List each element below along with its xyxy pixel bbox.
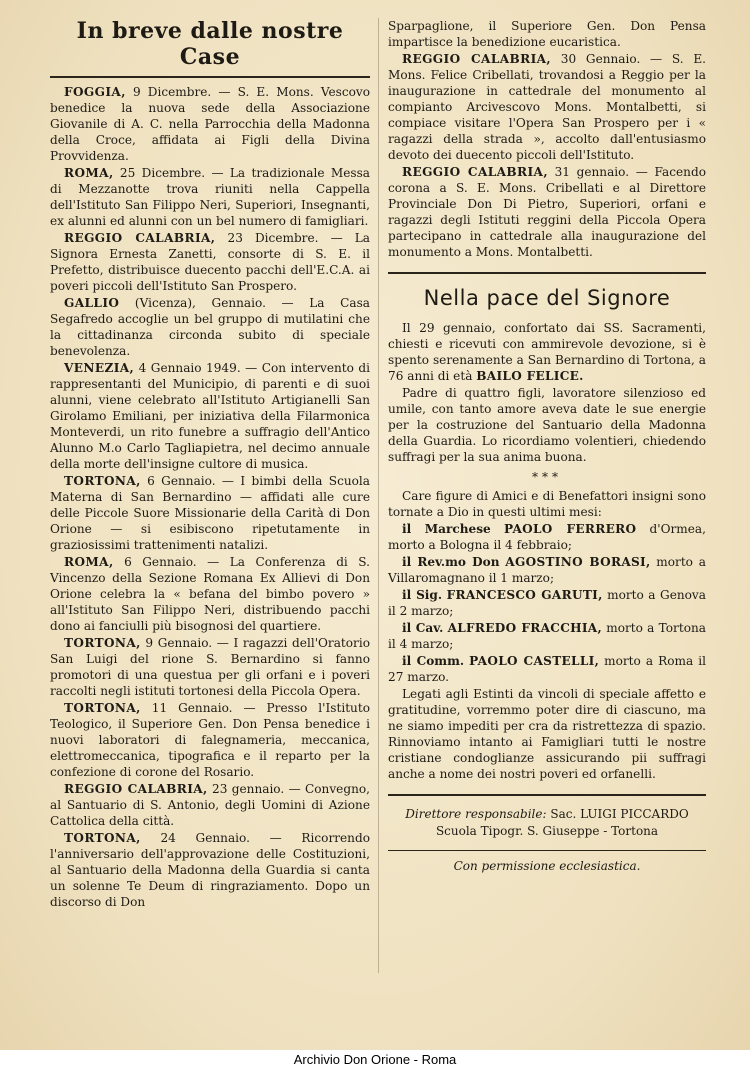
director-label: Direttore responsabile: bbox=[405, 807, 547, 821]
news-text: 4 Gennaio 1949. — Con intervento di rappresentanti del Municipio, di parenti e di suoi alunni, viene celebrato all'Istituto Artigianelli San Girolamo Emiliani, per iniziativa della Filarmonica Monteverdi, un rito funebre a suffragio dell'Antico Alunno M.o Carlo Tagliapietra, nel decimo annuale della morte dell'insigne cultore di musica. bbox=[50, 361, 370, 471]
benefactor-entry bbox=[388, 554, 706, 586]
benefactor-name: ALFREDO FRACCHIA, bbox=[447, 621, 602, 635]
benefactor-entry bbox=[388, 521, 706, 553]
director-line bbox=[388, 806, 706, 823]
benefactor-detail: morto a Roma il 27 marzo. bbox=[388, 654, 706, 684]
director-name: Sac. LUIGI PICCARDO bbox=[546, 807, 689, 821]
news-place: REGGIO CALABRIA, bbox=[402, 165, 548, 179]
news-item bbox=[50, 84, 370, 164]
news-list-right bbox=[388, 51, 706, 260]
news-place: REGGIO CALABRIA, bbox=[64, 782, 208, 796]
stars-separator: *** bbox=[532, 470, 562, 484]
benefactor-name: PAOLO CASTELLI, bbox=[469, 654, 600, 668]
news-text: 6 Gennaio. — La Conferenza di S. Vincenzo della Sezione Romana Ex Allievi di Don Orione celebra la « befana del bimbo povero » all'Istituto San Filippo Neri, distribuendo pacchi dono ai fanciulli più bisognosi del quartiere. bbox=[50, 555, 370, 633]
news-text: 6 Gennaio. — I bimbi della Scuola Materna di San Bernardino — affidati alle cure delle Piccole Suore Missionarie della Carità di Don Orione — si esibiscono ripetutamente in graziosissimi trattenimenti natalizi. bbox=[50, 474, 370, 552]
news-place: ROMA, bbox=[64, 555, 114, 569]
deceased-name: BAILO FELICE. bbox=[476, 369, 584, 383]
news-text: 23 Dicembre. — La Signora Ernesta Zanetti, consorte di S. E. il Prefetto, distribuisce duecento pacchi dell'E.C.A. ai poveri piccoli dell'Istituto San Prospero. bbox=[50, 231, 370, 293]
permission-line: Con permissione ecclesiastica. bbox=[453, 859, 641, 873]
news-place: TORTONA, bbox=[64, 831, 141, 845]
news-place: TORTONA, bbox=[64, 474, 141, 488]
news-item bbox=[50, 781, 370, 829]
obituary-title: Nella pace del Signore bbox=[423, 286, 671, 310]
news-place: TORTONA, bbox=[64, 636, 141, 650]
benefactor-detail: morto a Villaromagnano il 1 marzo; bbox=[388, 555, 706, 585]
credits-divider bbox=[388, 794, 706, 796]
news-text: 9 Gennaio. — I ragazzi dell'Oratorio San Luigi del rione S. Bernardino si fanno promotori di una questua per gli orfani e i poveri raccolti negli istituti tortonesi della Piccola Opera. bbox=[50, 636, 370, 698]
news-text: 9 Dicembre. — S. E. Mons. Vescovo benedice la nuova sede della Associazione Giovanile di A. C. nella Parrocchia della Madonna della Croce, affidata ai Figli della Divina Provvidenza. bbox=[50, 85, 370, 163]
benefactor-title: il Marchese bbox=[402, 522, 491, 536]
continuation-text: Sparpaglione, il Superiore Gen. Don Pensa impartisce la benedizione eucaristica. bbox=[388, 19, 706, 49]
benefactor-name: PAOLO FERRERO bbox=[503, 522, 637, 536]
news-item bbox=[50, 635, 370, 699]
benefactors-list bbox=[388, 521, 706, 685]
news-place: ROMA, bbox=[64, 166, 114, 180]
news-text: 31 gennaio. — Facendo corona a S. E. Mons. Cribellati e al Direttore Provinciale Don Di Pietro, Superiori, orfani e ragazzi degli Istituti reggini della Piccola Opera partecipano in cattedrale alla inaugurazione del monumento a Mons. Montalbetti. bbox=[388, 165, 706, 259]
section-divider bbox=[388, 272, 706, 274]
column-divider bbox=[378, 18, 379, 973]
benefactor-name: FRANCESCO GARUTI, bbox=[446, 588, 603, 602]
news-text: 30 Gennaio. — S. E. Mons. Felice Cribellati, trovandosi a Reggio per la inaugurazione in cattedrale del monumento al compianto Arcivescovo Mons. Montalbetti, si compiace visitare l'Opera San Prospero per i « ragazzi della strada », accolto dall'entusiasmo devoto dei duecento piccoli dell'Istituto. bbox=[388, 52, 706, 162]
news-item bbox=[50, 295, 370, 359]
masthead: In breve dalle nostre Case bbox=[50, 18, 370, 78]
obituary-paragraph-1 bbox=[388, 320, 706, 384]
news-place: FOGGIA, bbox=[64, 85, 126, 99]
benefactor-title: il Comm. bbox=[402, 654, 465, 668]
news-text: 25 Dicembre. — La tradizionale Messa di Mezzanotte trova riuniti nella Cappella dell'Istituto San Filippo Neri, Superiori, Insegnanti, ex alunni ed alunni con un bel numero di famigliari. bbox=[50, 166, 370, 228]
archive-footer: Archivio Don Orione - Roma bbox=[0, 1050, 750, 1070]
news-place: REGGIO CALABRIA, bbox=[64, 231, 216, 245]
news-item bbox=[50, 165, 370, 229]
permission-divider bbox=[388, 850, 706, 851]
benefactor-entry bbox=[388, 653, 706, 685]
benefactor-title: il Rev.mo Don bbox=[402, 555, 500, 569]
benefactor-detail: morto a Tortona il 4 marzo; bbox=[388, 621, 706, 651]
obituary-paragraph-3: Care figure di Amici e di Benefattori insigni sono tornate a Dio in questi ultimi mesi: bbox=[388, 489, 706, 519]
obituary-section bbox=[388, 284, 706, 782]
obituary-text: Il 29 gennaio, confortato dai SS. Sacramenti, chiesti e ricevuti con ammirevole devozione, si è spento serenamente a San Bernardino di Tortona, a 76 anni di età bbox=[388, 321, 706, 383]
credits bbox=[388, 806, 706, 873]
news-text: (Vicenza), Gennaio. — La Casa Segafredo accoglie un bel gruppo di mutilatini che la cittadinanza circonda subito di speciale benevolenza. bbox=[50, 296, 370, 358]
benefactor-entry bbox=[388, 620, 706, 652]
news-item bbox=[50, 230, 370, 294]
benefactor-title: il Cav. bbox=[402, 621, 444, 635]
news-item bbox=[388, 164, 706, 260]
printer-line: Scuola Tipogr. S. Giuseppe - Tortona bbox=[435, 824, 659, 838]
left-column bbox=[50, 18, 370, 911]
benefactor-name: AGOSTINO BORASI, bbox=[505, 555, 651, 569]
news-item bbox=[50, 700, 370, 780]
obituary-paragraph-4: Legati agli Estinti da vincoli di speciale affetto e gratitudine, vorremmo poter dire di ciascuno, ma ne siamo impediti per cra da ristrettezza di spazio. Rinnoviamo intanto ai Famigliari tutti le nostre cristiane condoglianze assicurando pii suffragi anche a nome dei nostri poveri ed orfanelli. bbox=[388, 687, 706, 781]
right-column bbox=[388, 18, 706, 873]
news-place: TORTONA, bbox=[64, 701, 141, 715]
news-item bbox=[50, 554, 370, 634]
benefactor-detail: d'Ormea, morto a Bologna il 4 febbraio; bbox=[388, 522, 706, 552]
obituary-paragraph-2: Padre di quattro figli, lavoratore silenzioso ed umile, con tanto amore aveva date le sue energie per la costruzione del Santuario della Madonna della Guardia. Lo ricordiamo volentieri, chiedendo suffragi per la sua anima buona. bbox=[388, 386, 706, 464]
benefactor-entry bbox=[388, 587, 706, 619]
news-item bbox=[50, 360, 370, 472]
news-item bbox=[50, 830, 370, 910]
news-place: VENEZIA, bbox=[64, 361, 135, 375]
news-place: GALLIO bbox=[64, 296, 120, 310]
news-text: 24 Gennaio. — Ricorrendo l'anniversario dell'approvazione delle Costituzioni, al Santuario della Madonna della Guardia si canta un solenne Te Deum di ringraziamento. Dopo un discorso di Don bbox=[50, 831, 370, 909]
news-text: 23 gennaio. — Convegno, al Santuario di S. Antonio, degli Uomini di Azione Cattolica della città. bbox=[50, 782, 370, 828]
news-text: 11 Gennaio. — Presso l'Istituto Teologico, il Superiore Gen. Don Pensa benedice i nuovi laboratori di falegnameria, meccanica, elettromeccanica, tipografica e il reparto per la confezione di corone del Rosario. bbox=[50, 701, 370, 779]
benefactor-detail: morto a Genova il 2 marzo; bbox=[388, 588, 706, 618]
benefactor-title: il Sig. bbox=[402, 588, 443, 602]
news-item bbox=[388, 51, 706, 163]
news-list-left bbox=[50, 84, 370, 910]
news-place: REGGIO CALABRIA, bbox=[402, 52, 552, 66]
news-item bbox=[50, 473, 370, 553]
